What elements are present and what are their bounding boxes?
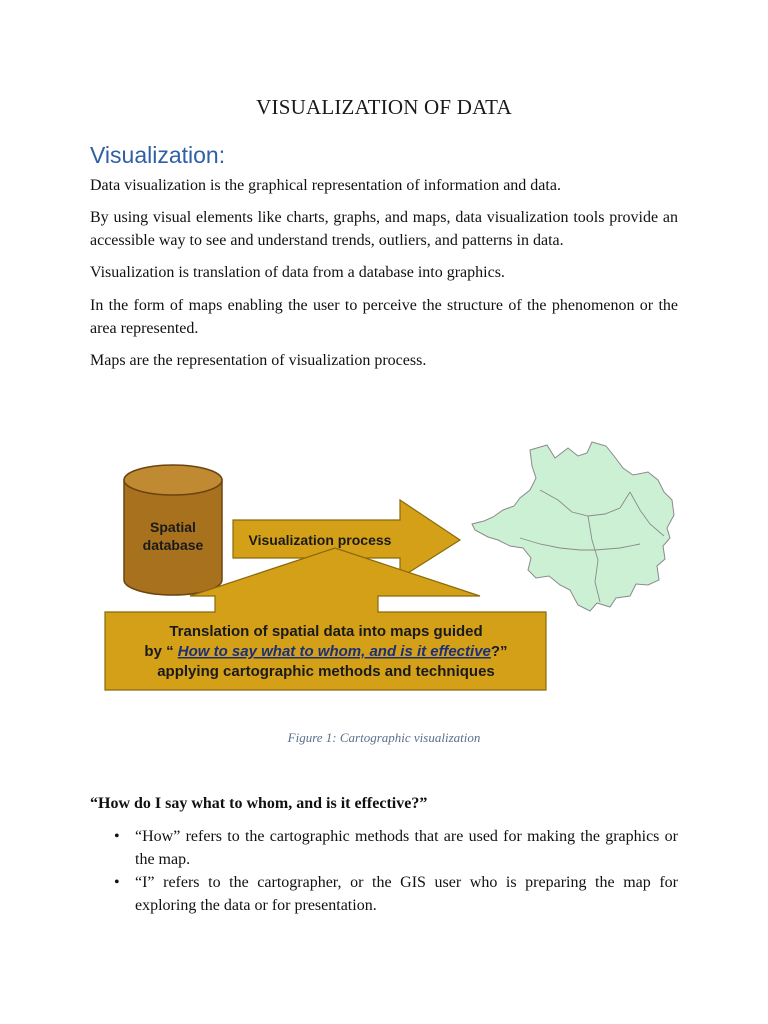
- section-heading: Visualization:: [90, 142, 226, 168]
- bullet-icon: •: [114, 828, 120, 845]
- map-illustration: [472, 442, 674, 611]
- database-cylinder: [124, 465, 222, 595]
- paragraph-visual-elements: By using visual elements like charts, graphs, and maps, data visualization tools provide an accessible way to see and understand trends, outliers, and patterns in data.: [90, 209, 678, 249]
- paragraph-maps-form: In the form of maps enabling the user to perceive the structure of the phenomenon or the area represented.: [90, 297, 678, 337]
- question-heading: “How do I say what to whom, and is it effective?”: [90, 795, 428, 812]
- translation-link-text: How to say what to whom, and is it effective: [177, 643, 491, 660]
- translation-line2-prefix: by “: [144, 643, 178, 660]
- paragraph-translation: Visualization is translation of data from a database into graphics.: [90, 264, 505, 281]
- database-label-line1: Spatial: [150, 519, 196, 535]
- translation-line2-suffix: ?”: [490, 643, 508, 660]
- bullet-list: [90, 826, 678, 918]
- bullet-text-i: “I” refers to the cartographer, or the GIS user who is preparing the map for exploring the data or for presentation.: [135, 874, 678, 914]
- translation-line2: [144, 643, 507, 660]
- list-item: [90, 826, 678, 871]
- arrow-label: Visualization process: [248, 532, 392, 548]
- figure-diagram: [100, 420, 680, 695]
- paragraph-maps-representation: Maps are the representation of visualization process.: [90, 352, 427, 369]
- figure-caption: Figure 1: Cartographic visualization: [287, 730, 481, 745]
- translation-line1: Translation of spatial data into maps guided: [169, 623, 483, 640]
- bullet-icon: •: [114, 874, 120, 891]
- cartographic-visualization-figure: [100, 420, 680, 695]
- paragraph-definition: Data visualization is the graphical representation of information and data.: [90, 177, 561, 194]
- bullet-text-how: “How” refers to the cartographic methods that are used for making the graphics or the map.: [135, 828, 678, 868]
- translation-line3: applying cartographic methods and techniques: [157, 663, 495, 680]
- database-label-line2: database: [142, 537, 204, 553]
- page-title: VISUALIZATION OF DATA: [256, 95, 512, 119]
- list-item: [90, 872, 678, 917]
